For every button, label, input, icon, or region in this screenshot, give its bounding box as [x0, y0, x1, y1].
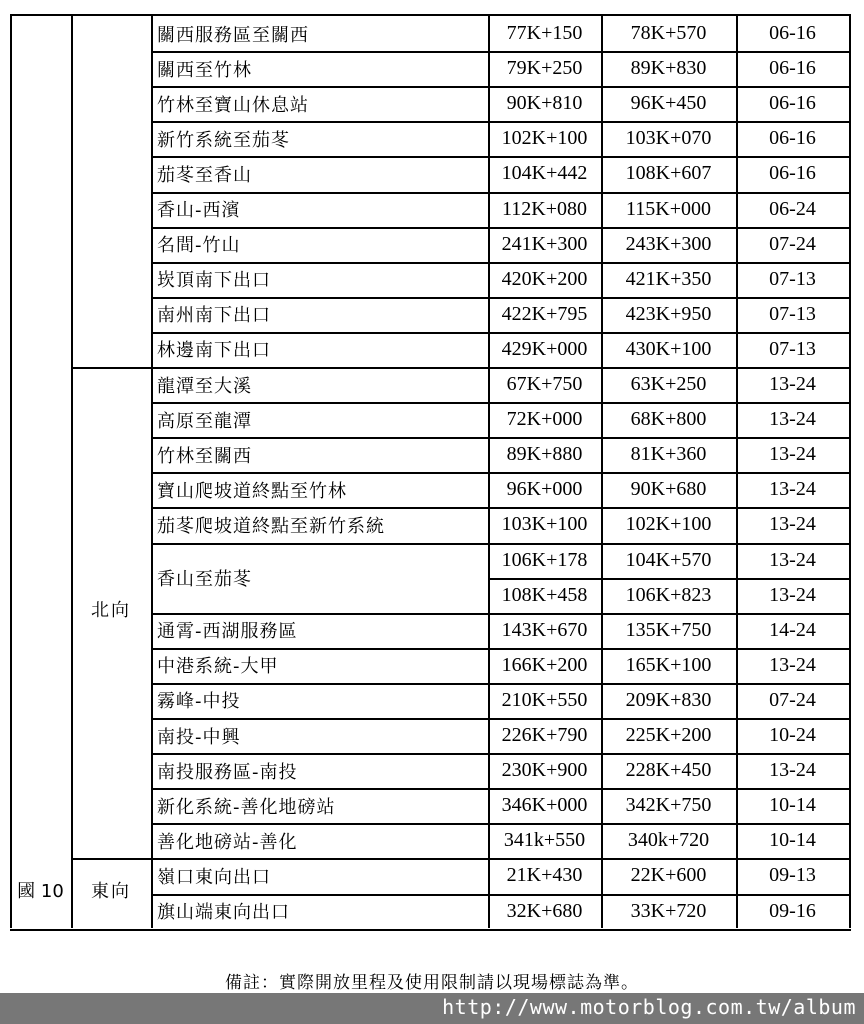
end-mileage: 90K+680: [630, 478, 707, 501]
open-hours: 13-24: [769, 478, 816, 501]
table-border-left: [10, 16, 12, 928]
open-hours: 13-24: [769, 513, 816, 536]
end-mileage: 33K+720: [630, 899, 707, 922]
section-name: 關西服務區至關西: [157, 24, 309, 46]
start-mileage: 102K+100: [501, 127, 588, 150]
end-mileage: 115K+000: [626, 197, 711, 220]
end-mileage: 430K+100: [625, 337, 712, 360]
start-mileage: 77K+150: [506, 22, 583, 45]
open-hours: 06-16: [769, 162, 816, 185]
start-mileage: 143K+670: [501, 618, 588, 641]
start-mileage: 67K+750: [506, 373, 583, 396]
end-mileage: 209K+830: [625, 688, 712, 711]
start-mileage: 108K+458: [501, 583, 588, 606]
watermark-url: http://www.motorblog.com.tw/album: [442, 995, 856, 1019]
section-name: 旗山端東向出口: [157, 902, 290, 924]
end-mileage: 243K+300: [625, 232, 712, 255]
section-name: 香山至茄苳: [157, 568, 252, 590]
end-mileage: 165K+100: [625, 653, 712, 676]
end-mileage: 104K+570: [625, 548, 712, 571]
end-mileage: 81K+360: [630, 443, 707, 466]
section-name: 新化系統-善化地磅站: [157, 796, 336, 818]
start-mileage: 72K+000: [506, 408, 583, 431]
open-hours: 07-13: [769, 267, 816, 290]
open-hours: 13-24: [769, 443, 816, 466]
end-mileage: 423K+950: [625, 302, 712, 325]
section-name: 霧峰-中投: [157, 691, 241, 713]
section-name: 林邊南下出口: [157, 340, 271, 362]
start-mileage: 32K+680: [506, 899, 583, 922]
watermark-bar: [0, 993, 864, 1024]
section-name: 竹林至寶山休息站: [157, 94, 309, 116]
section-name: 關西至竹林: [157, 59, 252, 81]
road-label-text: 國 10: [17, 881, 64, 902]
section-name: 崁頂南下出口: [157, 270, 271, 292]
open-hours: 10-14: [769, 794, 816, 817]
closure-table: [10, 14, 851, 928]
open-hours: 10-14: [769, 829, 816, 852]
section-name: 香山-西濱: [157, 200, 241, 222]
group-east-label: 東向: [91, 881, 131, 902]
section-name: 高原至龍潭: [157, 410, 252, 432]
section-name: 茄苳爬坡道終點至新竹系統: [157, 515, 385, 537]
start-mileage: 90K+810: [506, 92, 583, 115]
end-mileage: 103K+070: [625, 127, 712, 150]
end-mileage: 340k+720: [627, 829, 710, 852]
section-name: 通霄-西湖服務區: [157, 621, 298, 643]
section-name: 寶山爬坡道終點至竹林: [157, 480, 347, 502]
open-hours: 06-16: [769, 92, 816, 115]
open-hours: 06-16: [769, 57, 816, 80]
end-mileage: 96K+450: [630, 92, 707, 115]
start-mileage: 79K+250: [506, 57, 583, 80]
end-mileage: 421K+350: [625, 267, 712, 290]
section-name: 善化地磅站-善化: [157, 831, 298, 853]
section-name: 南投服務區-南投: [157, 761, 298, 783]
end-mileage: 68K+800: [630, 408, 707, 431]
end-mileage: 78K+570: [630, 22, 707, 45]
open-hours: 07-24: [769, 688, 816, 711]
open-hours: 07-13: [769, 337, 816, 360]
section-name: 中港系統-大甲: [157, 656, 279, 678]
start-mileage: 226K+790: [501, 724, 588, 747]
start-mileage: 106K+178: [501, 548, 588, 571]
start-mileage: 420K+200: [501, 267, 588, 290]
start-mileage: 103K+100: [501, 513, 588, 536]
end-mileage: 63K+250: [630, 373, 707, 396]
start-mileage: 104K+442: [501, 162, 588, 185]
section-name: 嶺口東向出口: [157, 866, 271, 888]
open-hours: 10-24: [769, 724, 816, 747]
open-hours: 07-13: [769, 302, 816, 325]
section-name: 名間-竹山: [157, 235, 241, 257]
open-hours: 13-24: [769, 759, 816, 782]
group-east: [71, 855, 151, 925]
end-mileage: 89K+830: [630, 57, 707, 80]
start-mileage: 21K+430: [506, 864, 583, 887]
section-name: 茄苳至香山: [157, 164, 252, 186]
open-hours: 13-24: [769, 548, 816, 571]
section-name: 龍潭至大溪: [157, 375, 252, 397]
section-name: 新竹系統至茄苳: [157, 129, 290, 151]
open-hours: 07-24: [769, 232, 816, 255]
group-north: [71, 362, 151, 855]
start-mileage: 96K+000: [506, 478, 583, 501]
start-mileage: 210K+550: [501, 688, 588, 711]
start-mileage: 429K+000: [501, 337, 588, 360]
open-hours: 13-24: [769, 408, 816, 431]
end-mileage: 228K+450: [625, 759, 712, 782]
end-mileage: 102K+100: [625, 513, 712, 536]
group-north-label: 北向: [91, 599, 131, 621]
end-mileage: 135K+750: [625, 618, 712, 641]
start-mileage: 422K+795: [501, 302, 588, 325]
section-name: 南州南下出口: [157, 305, 271, 327]
open-hours: 13-24: [769, 653, 816, 676]
section-name: 南投-中興: [157, 726, 241, 748]
end-mileage: 108K+607: [625, 162, 712, 185]
start-mileage: 89K+880: [506, 443, 583, 466]
end-mileage: 22K+600: [630, 864, 707, 887]
open-hours: 09-13: [769, 864, 816, 887]
end-mileage: 225K+200: [625, 724, 712, 747]
open-hours: 14-24: [769, 618, 816, 641]
road-label: [10, 855, 71, 925]
start-mileage: 341k+550: [503, 829, 586, 852]
open-hours: 06-24: [769, 197, 816, 220]
open-hours: 13-24: [769, 583, 816, 606]
start-mileage: 230K+900: [501, 759, 588, 782]
end-mileage: 342K+750: [625, 794, 712, 817]
section-name: 竹林至關西: [157, 445, 252, 467]
start-mileage: 346K+000: [501, 794, 588, 817]
start-mileage: 112K+080: [502, 197, 587, 220]
footnote: 備註：實際開放里程及使用限制請以現場標誌為準。: [225, 973, 639, 993]
start-mileage: 241K+300: [501, 232, 588, 255]
open-hours: 06-16: [769, 22, 816, 45]
row-divider: [10, 929, 851, 931]
end-mileage: 106K+823: [625, 583, 712, 606]
open-hours: 13-24: [769, 373, 816, 396]
open-hours: 06-16: [769, 127, 816, 150]
start-mileage: 166K+200: [501, 653, 588, 676]
open-hours: 09-16: [769, 899, 816, 922]
